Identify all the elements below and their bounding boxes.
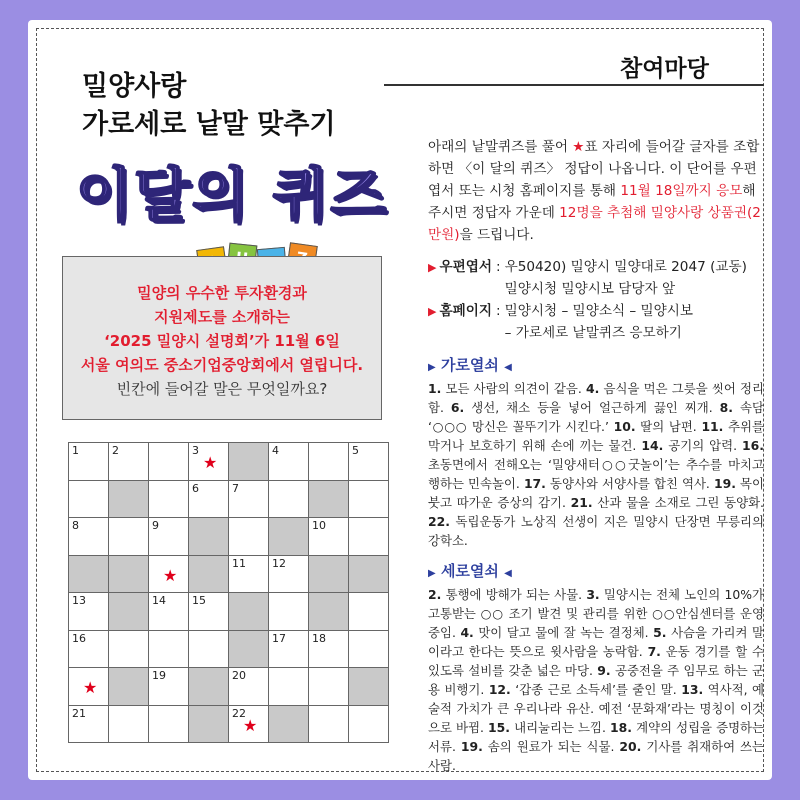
deadline-text: 11월 18일까지 응모 bbox=[620, 183, 743, 199]
cell-number: 12 bbox=[272, 556, 286, 570]
section-tag: 참여마당 bbox=[620, 56, 709, 82]
clue-number: 4. bbox=[585, 381, 600, 396]
grid-cell[interactable] bbox=[189, 481, 229, 519]
page-subtitle bbox=[82, 68, 336, 144]
cell-number: 10 bbox=[312, 519, 326, 532]
intro-part-4: 을 드립니다. bbox=[459, 227, 534, 243]
section-divider bbox=[384, 84, 764, 86]
grid-cell-blocked bbox=[349, 556, 389, 594]
prize-text: 12명을 추첨해 밀양사랑 상품권(2만원) bbox=[428, 205, 761, 243]
grid-cell-blocked bbox=[229, 593, 269, 631]
clue-text: 생선, 채소 등을 넣어 얼근하게 끓인 찌개. bbox=[471, 400, 713, 415]
grid-cell[interactable] bbox=[149, 631, 189, 669]
grid-cell-blocked bbox=[349, 668, 389, 706]
grid-cell-blocked bbox=[309, 481, 349, 519]
grid-cell[interactable] bbox=[309, 518, 349, 556]
cell-number: 14 bbox=[152, 594, 166, 607]
clue-text: 목이 붓고 따가운 증상의 감기. bbox=[428, 476, 764, 510]
grid-cell-blocked bbox=[309, 593, 349, 631]
cell-number: 1 bbox=[72, 444, 79, 457]
grid-cell[interactable] bbox=[69, 593, 109, 631]
grid-cell-blocked bbox=[109, 556, 149, 594]
clue-number: 3. bbox=[586, 587, 600, 602]
clue-item bbox=[489, 682, 681, 697]
grid-cell[interactable] bbox=[149, 443, 189, 481]
grid-cell-blocked bbox=[189, 556, 229, 594]
star-icon: ★ bbox=[83, 678, 98, 697]
question-line-1: 밀양의 우수한 투자환경과 bbox=[137, 284, 307, 302]
question-line-2: 지원제도를 소개하는 bbox=[154, 308, 290, 326]
triangle-left-icon: ◀ bbox=[504, 568, 512, 579]
star-icon: ★ bbox=[572, 139, 585, 155]
cell-number: 16 bbox=[72, 631, 86, 645]
web-line-1: 밀양시청 – 밀양소식 – 밀양시보 bbox=[504, 303, 694, 319]
quiz-card bbox=[28, 20, 772, 780]
clue-item bbox=[461, 739, 620, 754]
clue-item bbox=[571, 495, 764, 510]
clue-text: 딸의 남편. bbox=[640, 419, 697, 434]
clue-text: 사슴을 가리켜 말이라고 한다는 뜻으로 윗사람을 농락함. bbox=[428, 625, 764, 659]
clue-number: 15. bbox=[488, 720, 510, 735]
grid-cell[interactable] bbox=[69, 443, 109, 481]
clue-item bbox=[641, 438, 742, 453]
clue-text: 기사를 취재하여 쓰는 사람. bbox=[428, 739, 764, 773]
intro-part-1: 아래의 낱말퀴즈를 풀어 bbox=[428, 139, 573, 155]
clue-item bbox=[488, 720, 610, 735]
grid-cell[interactable] bbox=[349, 706, 389, 744]
grid-cell[interactable] bbox=[309, 443, 349, 481]
clue-text: 운동 경기를 할 수 있도록 설비를 갖춘 넓은 마당. bbox=[428, 644, 764, 678]
clue-number: 4. bbox=[460, 625, 474, 640]
grid-cell[interactable] bbox=[229, 706, 269, 744]
clue-text: 통행에 방해가 되는 사물. bbox=[445, 587, 583, 602]
triangle-right-icon: ▶ bbox=[428, 568, 436, 579]
star-icon: ★ bbox=[243, 715, 258, 735]
grid-cell[interactable] bbox=[149, 668, 189, 706]
grid-cell-blocked bbox=[269, 706, 309, 744]
grid-cell[interactable] bbox=[69, 706, 109, 744]
grid-cell[interactable] bbox=[69, 668, 109, 706]
web-line-2: – 가로세로 낱말퀴즈 응모하기 bbox=[504, 325, 682, 341]
grid-cell[interactable] bbox=[149, 518, 189, 556]
clue-number: 1. bbox=[428, 381, 442, 396]
instructions-panel bbox=[428, 136, 764, 775]
grid-cell[interactable] bbox=[69, 518, 109, 556]
intro-part-3: 해 주시면 정답자 가운데 bbox=[428, 183, 756, 221]
cell-number: 6 bbox=[192, 481, 199, 495]
question-ask: 빈칸에 들어갈 말은 무엇일까요? bbox=[116, 380, 328, 398]
grid-cell[interactable] bbox=[269, 631, 309, 669]
crossword-grid bbox=[68, 442, 389, 743]
arrow-right-icon: ▶ bbox=[428, 305, 437, 318]
across-title: 가로열쇠 bbox=[440, 356, 499, 374]
grid-cell[interactable] bbox=[229, 668, 269, 706]
across-heading bbox=[428, 354, 764, 379]
clue-number: 22. bbox=[428, 514, 450, 529]
grid-cell[interactable] bbox=[229, 518, 269, 556]
web-label-wrap bbox=[428, 300, 492, 344]
subtitle-line-2: 가로세로 낱말 맞추기 bbox=[82, 109, 336, 140]
grid-cell[interactable] bbox=[109, 706, 149, 744]
grid-cell[interactable] bbox=[189, 593, 229, 631]
cell-number: 22 bbox=[232, 706, 246, 720]
grid-cell-blocked bbox=[189, 518, 229, 556]
question-box bbox=[62, 256, 382, 420]
grid-cell[interactable] bbox=[109, 443, 149, 481]
grid-cell[interactable] bbox=[349, 631, 389, 669]
clue-item bbox=[460, 625, 653, 640]
cell-number: 15 bbox=[192, 594, 206, 607]
clue-number: 2. bbox=[428, 587, 442, 602]
clue-text: 속담 ‘○○○ 망신은 꼴뚜기가 시킨다.’ bbox=[428, 400, 764, 434]
contact-info: ▶ 우편엽서 : 우50420) 밀양시 밀양대로 2047 (교동) 밀양시청 밀양시보 담당자 앞 ▶ 홈페이지 : 밀양시청 – 밀양소식 – 밀양시보 – 가로세로 낱말퀴즈 응모하기 bbox=[428, 256, 764, 344]
grid-cell[interactable] bbox=[269, 593, 309, 631]
clue-text: 공기의 압력. bbox=[668, 438, 738, 453]
clue-number: 10. bbox=[613, 419, 636, 434]
grid-cell[interactable] bbox=[229, 556, 269, 594]
mail-label-wrap bbox=[428, 256, 492, 300]
arrow-right-icon: ▶ bbox=[428, 261, 437, 274]
grid-cell[interactable] bbox=[309, 631, 349, 669]
cell-number: 13 bbox=[72, 594, 86, 607]
clue-number: 21. bbox=[570, 495, 593, 510]
grid-cell[interactable] bbox=[269, 668, 309, 706]
cell-number: 4 bbox=[272, 444, 279, 457]
grid-cell-blocked bbox=[69, 556, 109, 594]
clue-number: 14. bbox=[641, 438, 664, 453]
grid-cell[interactable] bbox=[189, 631, 229, 669]
grid-cell[interactable] bbox=[349, 481, 389, 519]
clue-number: 11. bbox=[701, 419, 724, 434]
clue-text: 내리눌리는 느낌. bbox=[514, 720, 606, 735]
grid-cell[interactable] bbox=[69, 631, 109, 669]
triangle-right-icon: ▶ bbox=[428, 362, 436, 373]
grid-cell-blocked bbox=[229, 631, 269, 669]
cell-number: 3 bbox=[192, 444, 199, 457]
grid-cell-blocked bbox=[109, 593, 149, 631]
grid-cell[interactable] bbox=[149, 556, 189, 594]
grid-cell[interactable] bbox=[269, 556, 309, 594]
clue-number: 16. bbox=[742, 438, 764, 453]
grid-cell-blocked bbox=[189, 706, 229, 744]
cell-number: 11 bbox=[232, 556, 246, 570]
clue-text: 솜의 원료가 되는 식물. bbox=[487, 739, 615, 754]
grid-cell[interactable] bbox=[229, 481, 269, 519]
clue-number: 19. bbox=[460, 739, 483, 754]
clue-number: 18. bbox=[610, 720, 632, 735]
clue-text: 밀양시는 전체 노인의 10%가 고통받는 ○○ 조기 발견 및 관리를 위한 ○○안심센터를 운영 중임. bbox=[428, 587, 764, 640]
grid-cell[interactable] bbox=[309, 706, 349, 744]
subtitle-line-1: 밀양사랑 bbox=[82, 71, 187, 102]
clue-text: 역사적, 예술적 가치가 큰 우리나라 유산. 예전 ‘문화재’라는 명칭이 이것으로 바뀜. bbox=[428, 682, 764, 735]
clue-text: ‘갑종 근로 소득세’를 줄인 말. bbox=[515, 682, 677, 697]
web-label: 홈페이지 bbox=[439, 303, 492, 319]
clue-number: 6. bbox=[450, 400, 465, 415]
grid-cell[interactable] bbox=[269, 443, 309, 481]
clue-number: 9. bbox=[597, 663, 611, 678]
mail-label: 우편엽서 bbox=[439, 259, 492, 275]
clue-text: 산과 물을 소재로 그린 동양화. bbox=[597, 495, 764, 510]
star-icon: ★ bbox=[163, 565, 178, 585]
cell-number: 21 bbox=[72, 706, 86, 720]
clue-text: 동양사와 서양사를 합친 역사. bbox=[550, 476, 710, 491]
grid-cell-blocked bbox=[189, 668, 229, 706]
clue-number: 19. bbox=[713, 476, 736, 491]
cell-number: 2 bbox=[112, 444, 119, 457]
cell-number: 18 bbox=[312, 631, 326, 645]
down-title: 세로열쇠 bbox=[440, 562, 499, 580]
star-icon: ★ bbox=[203, 453, 218, 472]
clue-text: 추위를 막거나 보호하기 위해 손에 끼는 물건. bbox=[428, 419, 764, 453]
cell-number: 5 bbox=[352, 444, 359, 457]
clue-number: 20. bbox=[619, 739, 642, 754]
clue-number: 5. bbox=[653, 625, 667, 640]
clue-item bbox=[428, 514, 764, 548]
grid-cell[interactable] bbox=[109, 518, 149, 556]
clue-text: 음식을 먹은 그릇을 씻어 정리함. bbox=[428, 381, 764, 415]
down-clues bbox=[428, 585, 764, 775]
clue-number: 8. bbox=[719, 400, 733, 415]
grid-cell[interactable] bbox=[149, 593, 189, 631]
cell-number: 19 bbox=[152, 669, 166, 682]
grid-cell[interactable] bbox=[149, 481, 189, 519]
cell-number: 20 bbox=[232, 669, 246, 682]
intro-text bbox=[428, 136, 764, 246]
grid-cell[interactable] bbox=[69, 481, 109, 519]
mail-line-1: 우50420) 밀양시 밀양대로 2047 (교동) bbox=[504, 259, 747, 275]
grid-cell[interactable] bbox=[189, 443, 229, 481]
clue-item bbox=[428, 587, 586, 602]
clue-number: 17. bbox=[523, 476, 546, 491]
clue-text: 공중전을 주 임무로 하는 군용 비행기. bbox=[428, 663, 764, 697]
clue-text: 초동면에서 전해오는 ‘밀양새터○○굿놀이’는 추수를 마치고 행하는 민속놀이. bbox=[428, 457, 764, 491]
grid-cell[interactable] bbox=[349, 518, 389, 556]
question-line-3: ‘2025 밀양시 설명회’가 11월 6일 bbox=[104, 332, 340, 350]
grid-cell[interactable] bbox=[269, 481, 309, 519]
clue-item bbox=[451, 400, 720, 415]
grid-cell-blocked bbox=[109, 668, 149, 706]
grid-cell-blocked bbox=[109, 481, 149, 519]
across-clues bbox=[428, 379, 764, 550]
grid-cell[interactable] bbox=[349, 443, 389, 481]
clue-text: 맛이 달고 물에 잘 녹는 결정체. bbox=[478, 625, 649, 640]
mail-line-2: 밀양시청 밀양시보 담당자 앞 bbox=[504, 281, 676, 297]
grid-cell-blocked bbox=[269, 518, 309, 556]
clue-text: 계약의 성립을 증명하는 서류. bbox=[428, 720, 764, 754]
cell-number: 9 bbox=[152, 519, 159, 532]
grid-cell-blocked bbox=[229, 443, 269, 481]
cell-number: 7 bbox=[232, 481, 239, 495]
intro-part-2: 표 자리에 들어갈 글자를 조합하면 〈이 달의 퀴즈〉 정답이 나옵니다. 이 단어를 우편엽서 또는 시청 홈페이지를 통해 bbox=[428, 139, 760, 199]
grid-cell[interactable] bbox=[309, 668, 349, 706]
grid-cell[interactable] bbox=[349, 593, 389, 631]
clue-item bbox=[524, 476, 714, 491]
clue-number: 12. bbox=[488, 682, 511, 697]
grid-cell[interactable] bbox=[149, 706, 189, 744]
clue-item bbox=[614, 419, 702, 434]
triangle-left-icon: ◀ bbox=[504, 362, 512, 373]
clue-text: 독립운동가 노상직 선생이 지은 밀양시 단장면 무릉리의 강학소. bbox=[428, 514, 764, 548]
cell-number: 8 bbox=[72, 519, 79, 532]
clue-item bbox=[428, 381, 586, 396]
clue-number: 7. bbox=[647, 644, 661, 659]
cell-number: 17 bbox=[272, 631, 286, 645]
clue-text: 모든 사람의 의견이 같음. bbox=[445, 381, 582, 396]
down-heading bbox=[428, 560, 764, 585]
clue-number: 13. bbox=[681, 682, 704, 697]
question-line-4: 서울 여의도 중소기업중앙회에서 열립니다. bbox=[80, 356, 364, 374]
grid-cell-blocked bbox=[309, 556, 349, 594]
page-title: 이달의 퀴즈 bbox=[76, 161, 389, 229]
grid-cell[interactable] bbox=[109, 631, 149, 669]
